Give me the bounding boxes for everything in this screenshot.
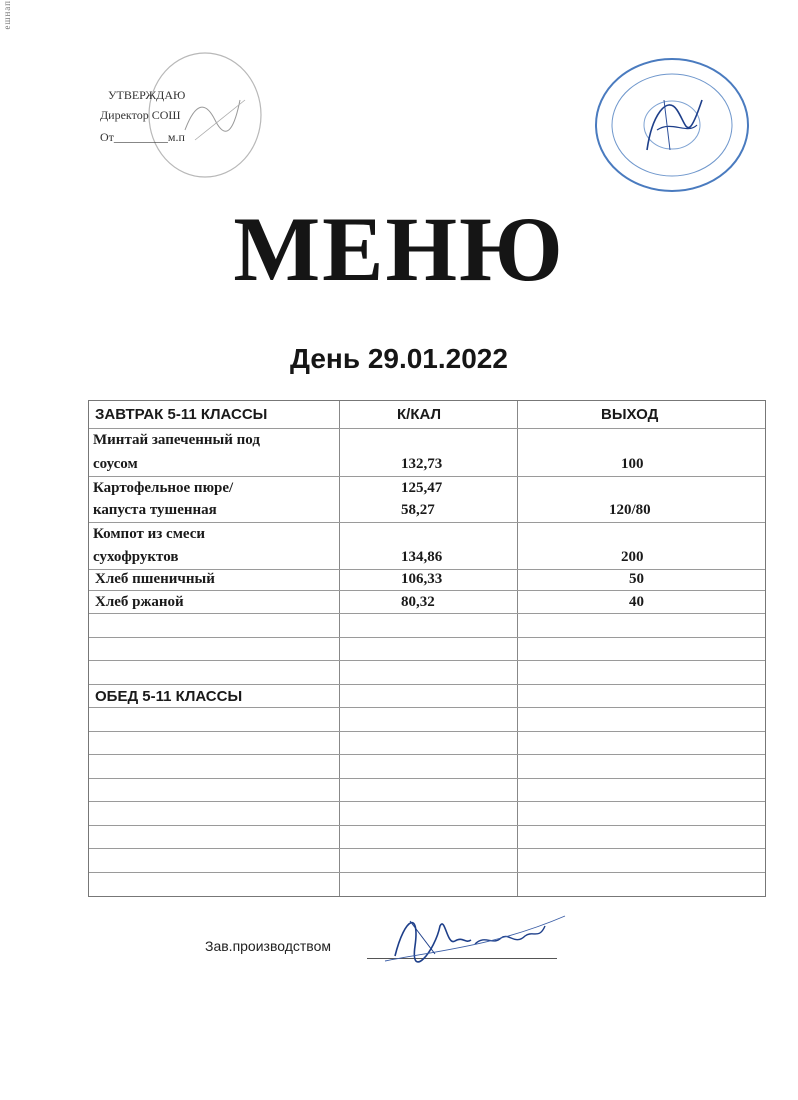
signature-label: Зав.производством <box>205 938 331 954</box>
dish-kcal: 134,86 <box>401 549 443 565</box>
row-divider <box>89 522 765 523</box>
dish-output: 120/80 <box>609 502 651 518</box>
dish-kcal: 125,47 <box>401 480 443 496</box>
dish-name: Картофельное пюре/ <box>93 480 234 496</box>
approval-position: Директор СОШ <box>100 108 181 122</box>
signature-area <box>205 906 585 966</box>
header-output: ВЫХОД <box>601 406 659 423</box>
row-divider <box>89 754 765 755</box>
row-divider <box>89 637 765 638</box>
row-divider <box>89 428 765 429</box>
row-divider <box>89 613 765 614</box>
dish-output: 50 <box>629 571 644 587</box>
row-divider <box>89 801 765 802</box>
header-breakfast: ЗАВТРАК 5-11 КЛАССЫ <box>95 406 268 423</box>
page-title: МЕНЮ <box>233 198 565 300</box>
row-divider <box>89 778 765 779</box>
lunch-header: ОБЕД 5-11 КЛАССЫ <box>95 688 243 705</box>
row-divider <box>89 848 765 849</box>
row-divider <box>89 872 765 873</box>
row-divider <box>89 569 765 570</box>
menu-date: День 29.01.2022 <box>290 343 508 374</box>
row-divider <box>89 684 765 685</box>
approval-block <box>96 86 266 156</box>
approval-date-line: От_________м.п <box>100 130 185 144</box>
row-divider <box>89 590 765 591</box>
dish-kcal: 106,33 <box>401 571 443 587</box>
row-divider <box>89 476 765 477</box>
header-kcal: К/КАЛ <box>397 406 442 423</box>
row-divider <box>89 825 765 826</box>
approval-heading: УТВЕРЖДАЮ <box>108 88 186 102</box>
dish-kcal: 80,32 <box>401 594 435 610</box>
dish-name: Хлеб ржаной <box>95 594 184 610</box>
edge-text: ешнап <box>2 0 12 30</box>
dish-output: 40 <box>629 594 644 610</box>
dish-output: 100 <box>621 456 644 472</box>
row-divider <box>89 707 765 708</box>
dish-name: Компот из смеси <box>93 526 206 542</box>
handwritten-signature-icon <box>375 906 575 966</box>
dish-name: Минтай запеченный под <box>93 432 260 448</box>
round-stamp-icon <box>592 55 752 195</box>
row-divider <box>89 660 765 661</box>
dish-kcal: 58,27 <box>401 502 435 518</box>
dish-name: Хлеб пшеничный <box>95 571 215 587</box>
dish-name: сухофруктов <box>93 549 179 565</box>
dish-output: 200 <box>621 549 644 565</box>
dish-name: соусом <box>93 456 138 472</box>
menu-table <box>88 400 766 897</box>
dish-kcal: 132,73 <box>401 456 443 472</box>
row-divider <box>89 731 765 732</box>
dish-name: капуста тушенная <box>93 502 217 518</box>
